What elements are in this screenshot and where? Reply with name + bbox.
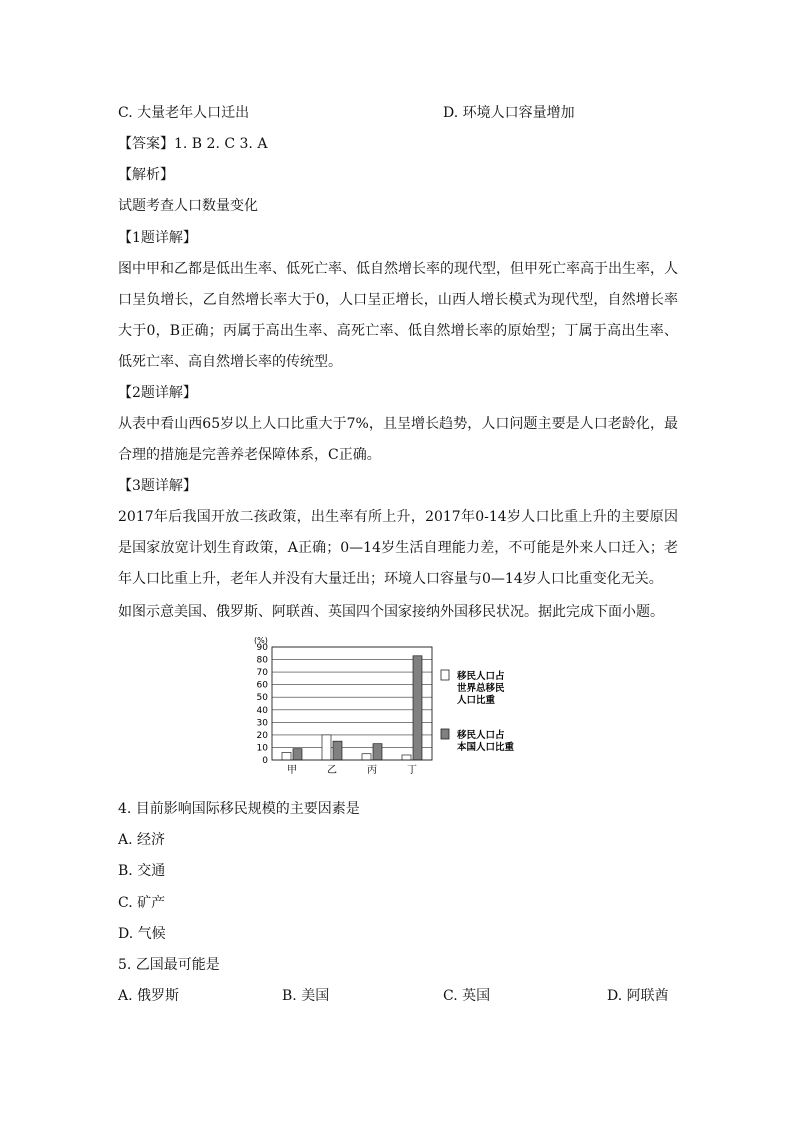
q3-explanation: 2017年后我国开放二孩政策，出生率有所上升，2017年0-14岁人口比重上升的主要原因是国家放宽计划生育政策，A正确；0—14岁生活自理能力差，不可能是外来人口迁入；老年人口比重上升，老年人并没有大量迁出；环境人口容量与0—14岁人口比重变化无关。 bbox=[118, 509, 678, 587]
legend-label: 世界总移民 bbox=[457, 683, 505, 694]
legend-label: 移民人口占 bbox=[457, 671, 505, 682]
migration-bar-chart bbox=[250, 633, 540, 778]
bar-1-2 bbox=[322, 735, 331, 760]
q3-option-d: D. 环境人口容量增加 bbox=[443, 105, 575, 121]
q4-option-d[interactable]: D. 气候 bbox=[118, 926, 166, 942]
bar-2-2 bbox=[333, 741, 342, 760]
q2-explanation: 从表中看山西65岁以上人口比重大于7%，且呈增长趋势，人口问题主要是人口老龄化，最合理的措施是完善养老保障体系，C正确。 bbox=[118, 416, 678, 463]
q4-option-b[interactable]: B. 交通 bbox=[118, 863, 166, 879]
q4-option-a[interactable]: A. 经济 bbox=[118, 832, 166, 848]
legend-swatch-1 bbox=[441, 670, 449, 680]
bar-2-4 bbox=[413, 656, 422, 760]
bar-1-3 bbox=[362, 754, 371, 760]
q2-heading: 【2题详解】 bbox=[118, 385, 197, 401]
q5-option-c[interactable]: C. 英国 bbox=[443, 988, 491, 1004]
bar-2-3 bbox=[373, 744, 382, 760]
bar-1-1 bbox=[282, 752, 291, 760]
y-tick-label: 20 bbox=[256, 730, 268, 741]
q4-stem: 4. 目前影响国际移民规模的主要因素是 bbox=[118, 801, 360, 817]
y-tick-label: 40 bbox=[256, 705, 268, 716]
question-stem: 如图示意美国、俄罗斯、阿联酋、英国四个国家接纳外国移民状况。据此完成下面小题。 bbox=[118, 604, 664, 620]
y-tick-label: 60 bbox=[256, 680, 268, 691]
q4-option-c[interactable]: C. 矿产 bbox=[118, 895, 166, 911]
q5-option-a[interactable]: A. 俄罗斯 bbox=[118, 988, 180, 1004]
q5-stem: 5. 乙国最可能是 bbox=[118, 957, 220, 973]
legend-label: 移民人口占 bbox=[457, 730, 505, 741]
y-tick-label: 50 bbox=[256, 693, 268, 704]
answer-line: 【答案】1. B 2. C 3. A bbox=[118, 136, 268, 152]
y-tick-label: 0 bbox=[262, 756, 268, 766]
q3-option-c: C. 大量老年人口迁出 bbox=[118, 105, 250, 121]
analysis-intro: 试题考查人口数量变化 bbox=[118, 198, 258, 214]
plot-frame bbox=[272, 647, 432, 760]
y-tick-label: 80 bbox=[256, 655, 268, 666]
y-tick-label: 90 bbox=[256, 643, 268, 653]
y-tick-label: 70 bbox=[256, 668, 268, 679]
q1-heading: 【1题详解】 bbox=[118, 230, 197, 246]
analysis-heading: 【解析】 bbox=[118, 167, 174, 183]
bar-2-1 bbox=[293, 749, 302, 760]
y-axis-unit: (%) bbox=[254, 636, 268, 645]
legend-swatch-2 bbox=[441, 729, 449, 739]
x-tick-label: 丁 bbox=[407, 765, 417, 776]
q3-heading: 【3题详解】 bbox=[118, 478, 197, 494]
q5-option-d[interactable]: D. 阿联酋 bbox=[607, 988, 669, 1004]
q1-explanation: 图中甲和乙都是低出生率、低死亡率、低自然增长率的现代型，但甲死亡率高于出生率，人口呈负增长，乙自然增长率大于0，人口呈正增长，山西人增长模式为现代型，自然增长率大于0，B正确；丙属于高出生率、高死亡率、低自然增长率的原始型；丁属于高出生率、低死亡率、高自然增长率的传统型。 bbox=[118, 261, 678, 370]
y-tick-label: 30 bbox=[256, 718, 268, 729]
legend-label: 人口比重 bbox=[457, 695, 496, 706]
bar-1-4 bbox=[402, 755, 411, 760]
x-tick-label: 丙 bbox=[367, 765, 377, 776]
y-tick-label: 10 bbox=[256, 743, 268, 754]
q5-option-b[interactable]: B. 美国 bbox=[282, 988, 330, 1004]
x-tick-label: 甲 bbox=[287, 765, 297, 776]
x-tick-label: 乙 bbox=[327, 765, 337, 776]
legend-label: 本国人口比重 bbox=[457, 742, 515, 753]
